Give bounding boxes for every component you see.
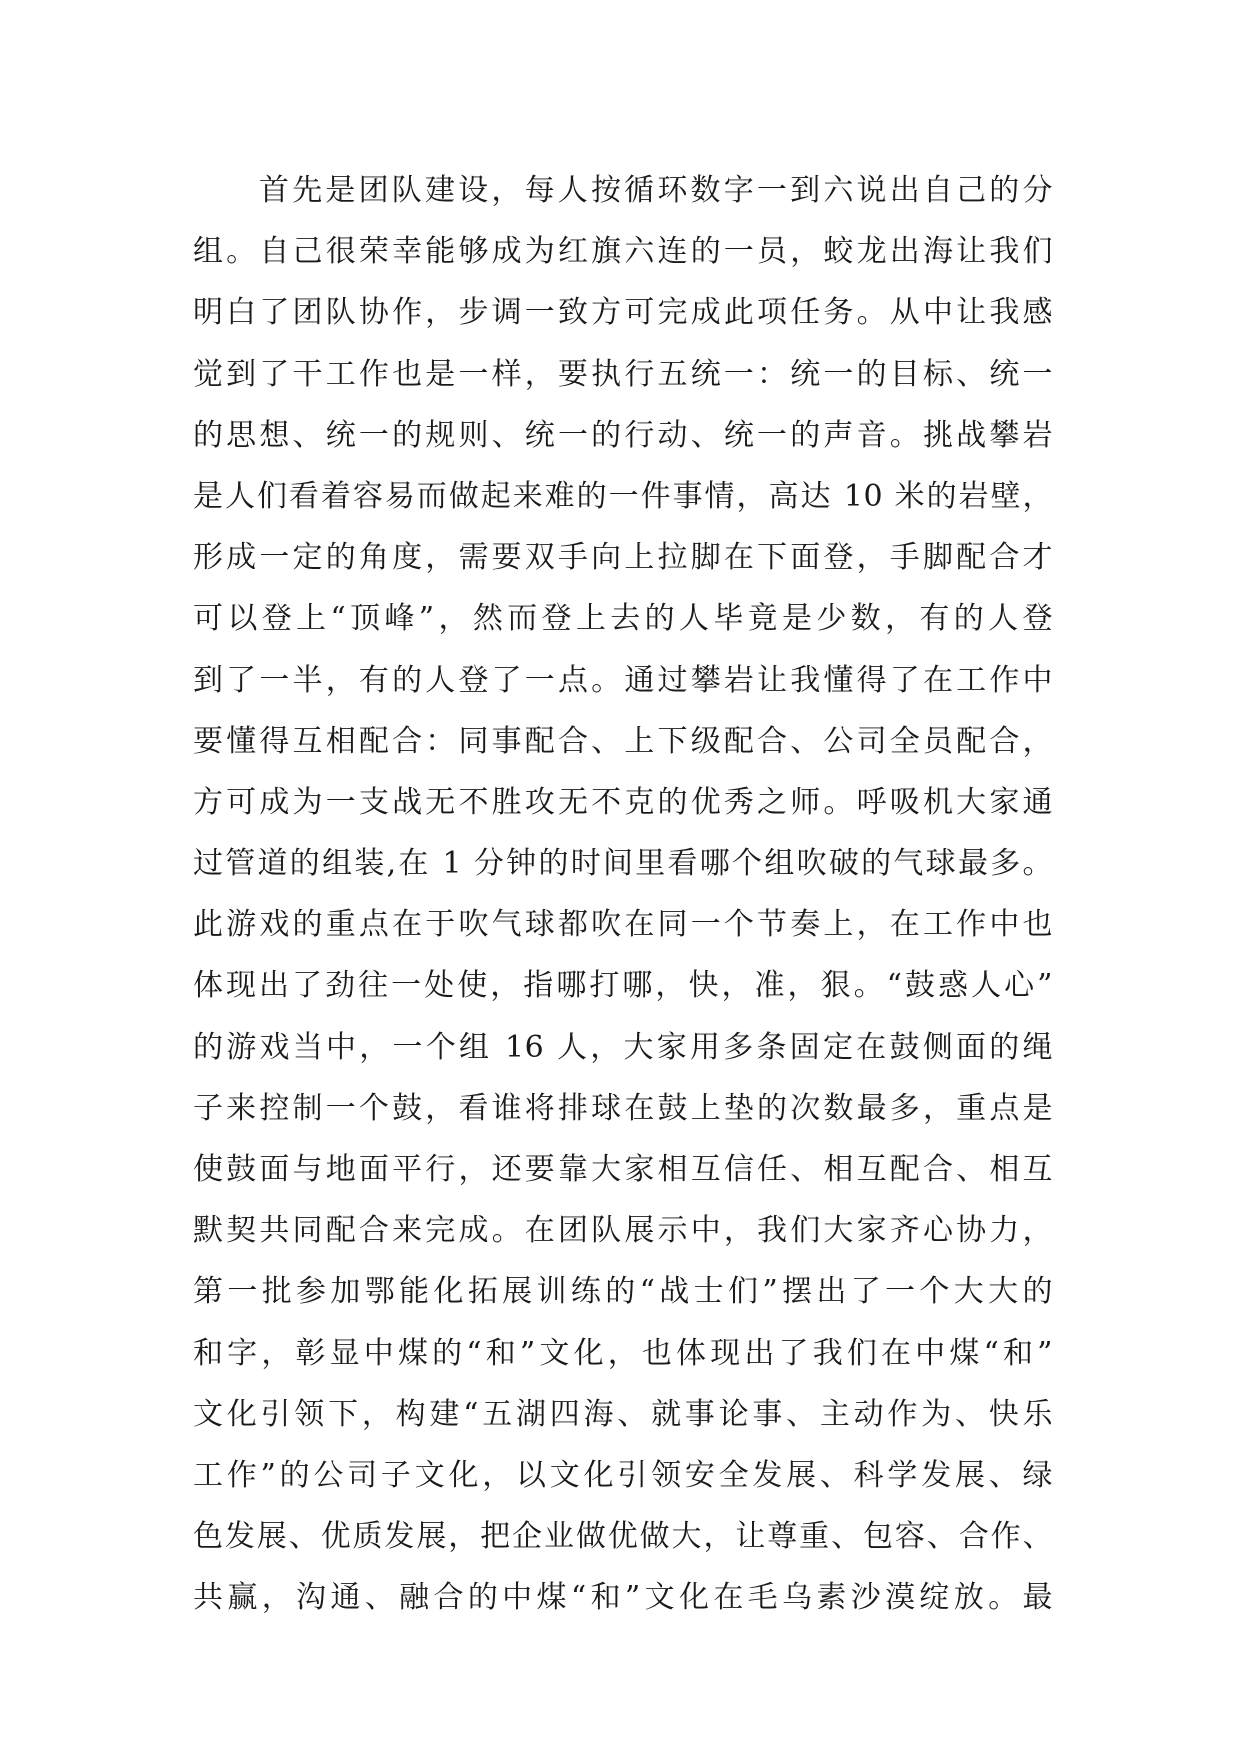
paragraph-line: 和字，彰显中煤的“和”文化，也体现出了我们在中煤“和” — [193, 1335, 1053, 1371]
paragraph-line: 第一批参加鄂能化拓展训练的“战士们”摆出了一个大大的 — [193, 1274, 1053, 1310]
paragraph-line: 是人们看着容易而做起来难的一件事情，高达 10 米的岩壁， — [193, 478, 1053, 514]
paragraph-line: 默契共同配合来完成。在团队展示中，我们大家齐心协力， — [193, 1213, 1053, 1249]
paragraph-line: 要懂得互相配合：同事配合、上下级配合、公司全员配合， — [193, 723, 1053, 759]
paragraph-line: 共赢，沟通、融合的中煤“和”文化在毛乌素沙漠绽放。最 — [193, 1580, 1053, 1616]
paragraph-line: 首先是团队建设，每人按循环数字一到六说出自己的分 — [259, 173, 1053, 208]
paragraph-line: 过管道的组装,在 1 分钟的时间里看哪个组吹破的气球最多。 — [193, 846, 1053, 882]
paragraph-line: 觉到了干工作也是一样，要执行五统一：统一的目标、统一 — [193, 356, 1053, 392]
paragraph-line: 此游戏的重点在于吹气球都吹在同一个节奏上，在工作中也 — [193, 907, 1053, 943]
paragraph-line: 可以登上“顶峰”，然而登上去的人毕竟是少数，有的人登 — [193, 601, 1053, 637]
paragraph-line: 方可成为一支战无不胜攻无不克的优秀之师。呼吸机大家通 — [193, 784, 1053, 820]
paragraph-line: 明白了团队协作，步调一致方可完成此项任务。从中让我感 — [193, 295, 1053, 331]
paragraph-line: 到了一半，有的人登了一点。通过攀岩让我懂得了在工作中 — [193, 662, 1053, 698]
paragraph-line: 的游戏当中，一个组 16 人，大家用多条固定在鼓侧面的绳 — [193, 1029, 1053, 1065]
paragraph-line: 色发展、优质发展，把企业做优做大，让尊重、包容、合作、 — [193, 1519, 1053, 1555]
paragraph-line: 文化引领下，构建“五湖四海、就事论事、主动作为、快乐 — [193, 1396, 1053, 1432]
paragraph-line: 形成一定的角度，需要双手向上拉脚在下面登，手脚配合才 — [193, 540, 1053, 576]
paragraph-line: 的思想、统一的规则、统一的行动、统一的声音。挑战攀岩 — [193, 417, 1053, 453]
paragraph-line: 子来控制一个鼓，看谁将排球在鼓上垫的次数最多，重点是 — [193, 1090, 1053, 1126]
paragraph-line: 体现出了劲往一处使，指哪打哪，快，准，狠。“鼓惑人心” — [193, 968, 1053, 1004]
body-paragraph — [193, 160, 1053, 1629]
paragraph-line: 使鼓面与地面平行，还要靠大家相互信任、相互配合、相互 — [193, 1152, 1053, 1187]
paragraph-line: 工作”的公司子文化，以文化引领安全发展、科学发展、绿 — [193, 1457, 1053, 1493]
paragraph-line: 组。自己很荣幸能够成为红旗六连的一员，蛟龙出海让我们 — [193, 234, 1053, 270]
